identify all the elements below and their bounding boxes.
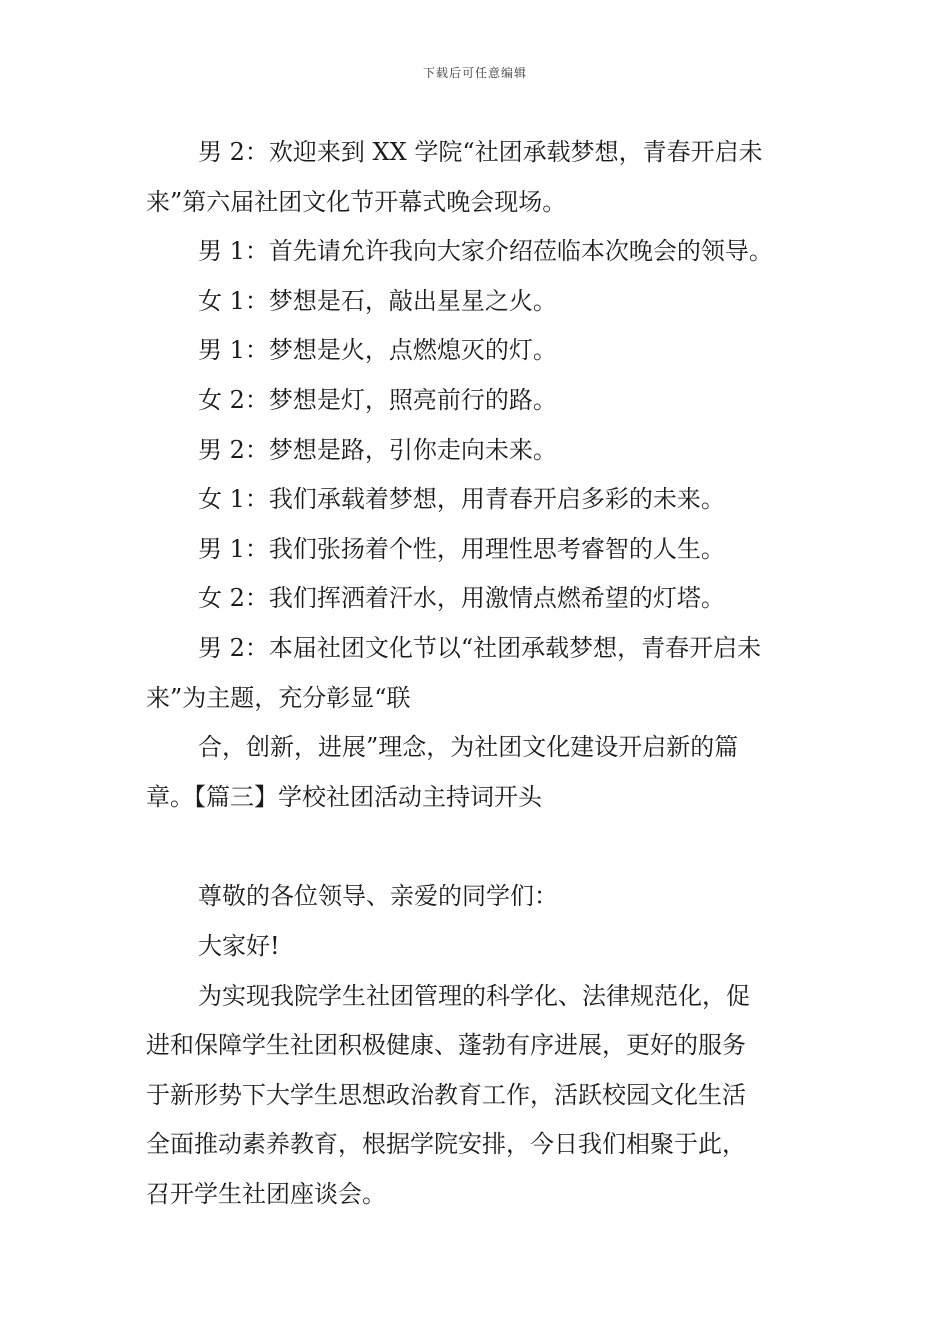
paragraph-line: 男 2：梦想是路，引你走向未来。	[198, 435, 557, 464]
paragraph-line: 召开学生社团座谈会。	[146, 1179, 386, 1208]
page-header-note: 下载后可任意编辑	[422, 66, 527, 80]
paragraph-line: 来”第六届社团文化节开幕式晚会现场。	[146, 187, 567, 216]
paragraph-line: 全面推动素养教育，根据学院安排，今日我们相聚于此，	[146, 1130, 746, 1159]
section-gap	[146, 822, 806, 872]
paragraph-line: 男 2：欢迎来到 XX 学院“社团承载梦想，青春开启未	[198, 138, 763, 166]
greeting-line: 大家好!	[198, 931, 280, 960]
paragraph-line: 女 1：我们承载着梦想，用青春开启多彩的未来。	[198, 485, 725, 514]
paragraph-line: 合，创新，进展”理念，为社团文化建设开启新的篇	[198, 733, 739, 762]
greeting-line: 尊敬的各位领导、亲爱的同学们：	[198, 882, 558, 911]
document-body	[146, 128, 806, 1219]
paragraph-line: 进和保障学生社团积极健康、蓬勃有序进展，更好的服务	[146, 1031, 746, 1060]
paragraph-line: 男 1：梦想是火，点燃熄灭的灯。	[198, 336, 557, 365]
section-heading-line: 章。【篇三】学校社团活动主持词开头	[146, 782, 542, 811]
paragraph-line: 于新形势下大学生思想政治教育工作，活跃校园文化生活	[146, 1080, 746, 1109]
paragraph-line: 为实现我院学生社团管理的科学化、法律规范化，促	[198, 981, 750, 1010]
paragraph-line: 男 1：首先请允许我向大家介绍莅临本次晚会的领导。	[198, 237, 773, 266]
paragraph-line: 男 1：我们张扬着个性，用理性思考睿智的人生。	[198, 534, 725, 563]
paragraph-line: 女 2：梦想是灯，照亮前行的路。	[198, 385, 557, 414]
paragraph-line: 女 1：梦想是石，敲出星星之火。	[198, 286, 557, 315]
paragraph-line: 男 2：本届社团文化节以“社团承载梦想，青春开启未	[198, 633, 762, 662]
paragraph-line: 女 2：我们挥洒着汗水，用激情点燃希望的灯塔。	[198, 584, 725, 613]
paragraph-line: 来”为主题，充分彰显“联	[146, 683, 411, 712]
